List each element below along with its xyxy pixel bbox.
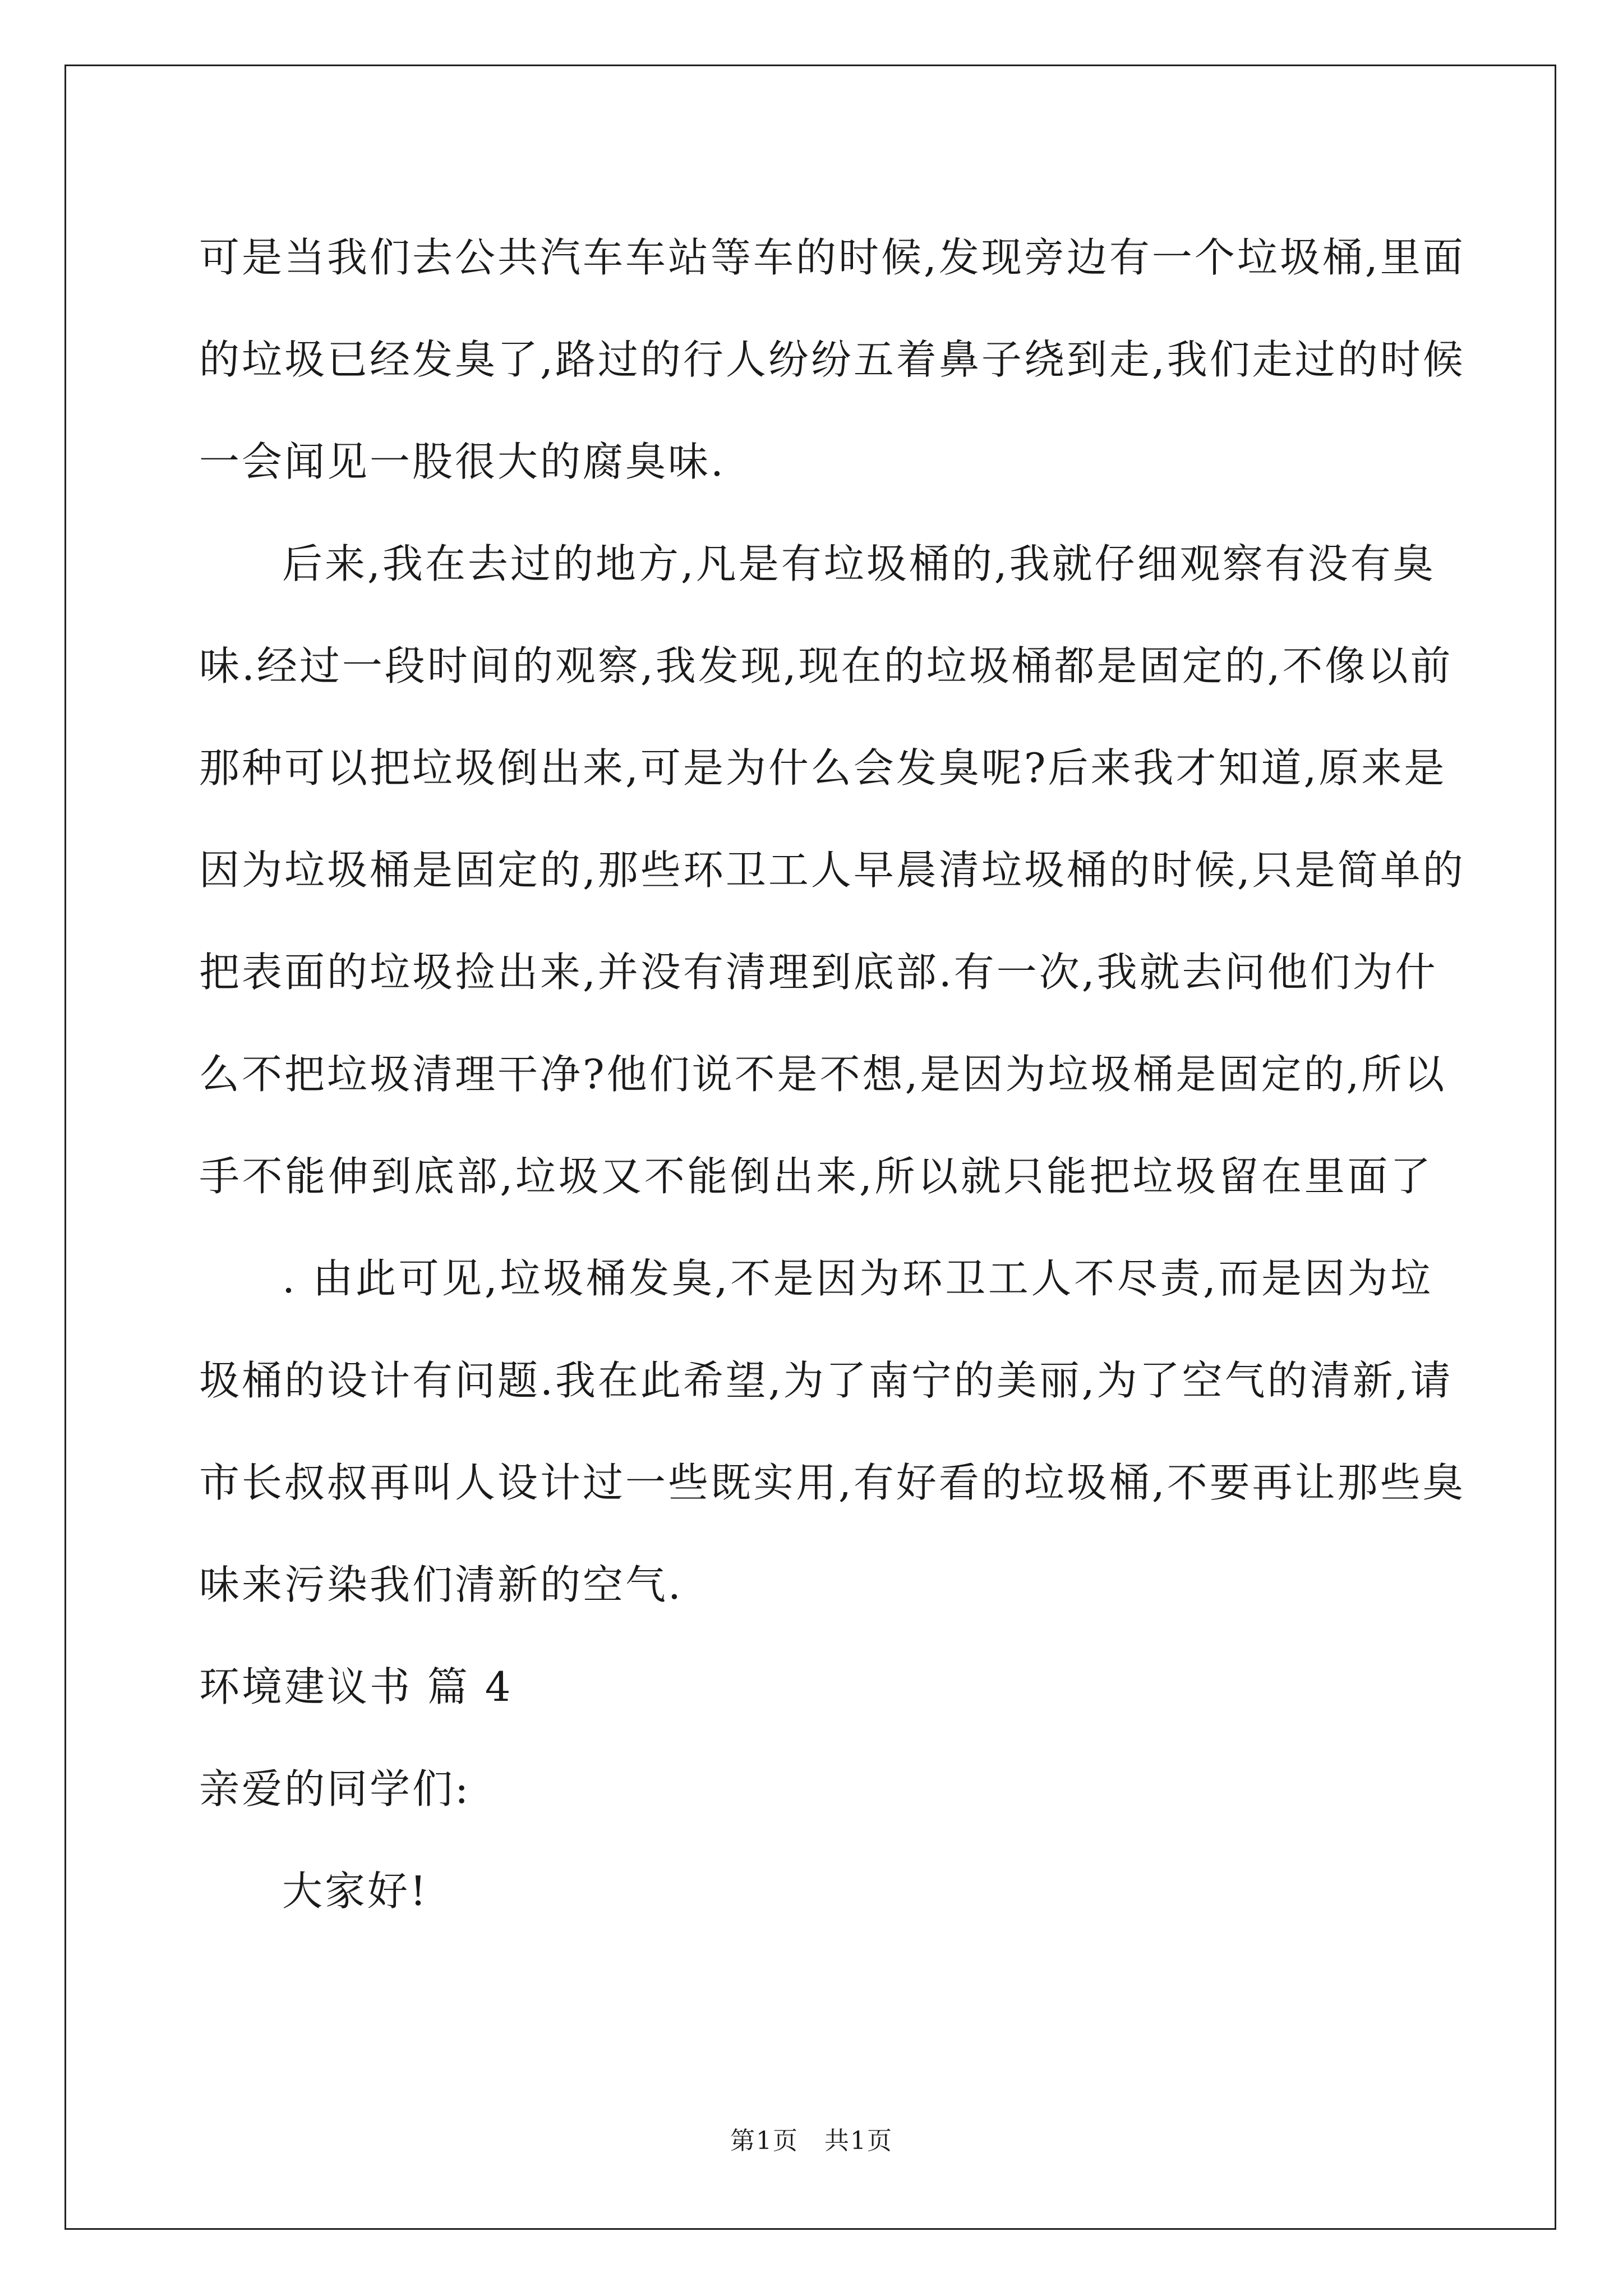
paragraph-line: 圾桶的设计有问题.我在此希望,为了南宁的美丽,为了空气的清新,请	[199, 1357, 1453, 1404]
paragraph-line: 那种可以把垃圾倒出来,可是为什么会发臭呢?后来我才知道,原来是	[199, 744, 1447, 792]
paragraph-line: 可是当我们去公共汽车车站等车的时候,发现旁边有一个垃圾桶,里面	[199, 234, 1465, 281]
greeting: 大家好!	[282, 1867, 428, 1915]
paragraph-line: 味来污染我们清新的空气.	[199, 1561, 683, 1608]
page-footer: 第1页 共1页	[730, 2127, 893, 2155]
paragraph-line: 把表面的垃圾捡出来,并没有清理到底部.有一次,我就去问他们为什	[199, 949, 1438, 996]
paragraph-line: 后来,我在去过的地方,凡是有垃圾桶的,我就仔细观察有没有臭	[282, 540, 1436, 587]
paragraph-line: 因为垃圾桶是固定的,那些环卫工人早晨清垃圾桶的时候,只是简单的	[199, 846, 1465, 894]
paragraph-line: 市长叔叔再叫人设计过一些既实用,有好看的垃圾桶,不要再让那些臭	[199, 1459, 1465, 1506]
paragraph-line: 的垃圾已经发臭了,路过的行人纷纷五着鼻子绕到走,我们走过的时候	[199, 336, 1465, 383]
paragraph-line: 么不把垃圾清理干净?他们说不是不想,是因为垃圾桶是固定的,所以	[199, 1051, 1447, 1098]
paragraph-line: 味.经过一段时间的观察,我发现,现在的垃圾桶都是固定的,不像以前	[199, 642, 1453, 689]
document-body	[199, 206, 1465, 1942]
salutation: 亲爱的同学们:	[199, 1765, 471, 1812]
paragraph-line: 一会闻见一股很大的腐臭味.	[199, 438, 726, 485]
paragraph-line: 手不能伸到底部,垃圾又不能倒出来,所以就只能把垃圾留在里面了	[199, 1153, 1433, 1200]
paragraph-line: . 由此可见,垃圾桶发臭,不是因为环卫工人不尽责,而是因为垃	[282, 1255, 1433, 1302]
section-heading: 环境建议书 篇 4	[199, 1663, 513, 1710]
